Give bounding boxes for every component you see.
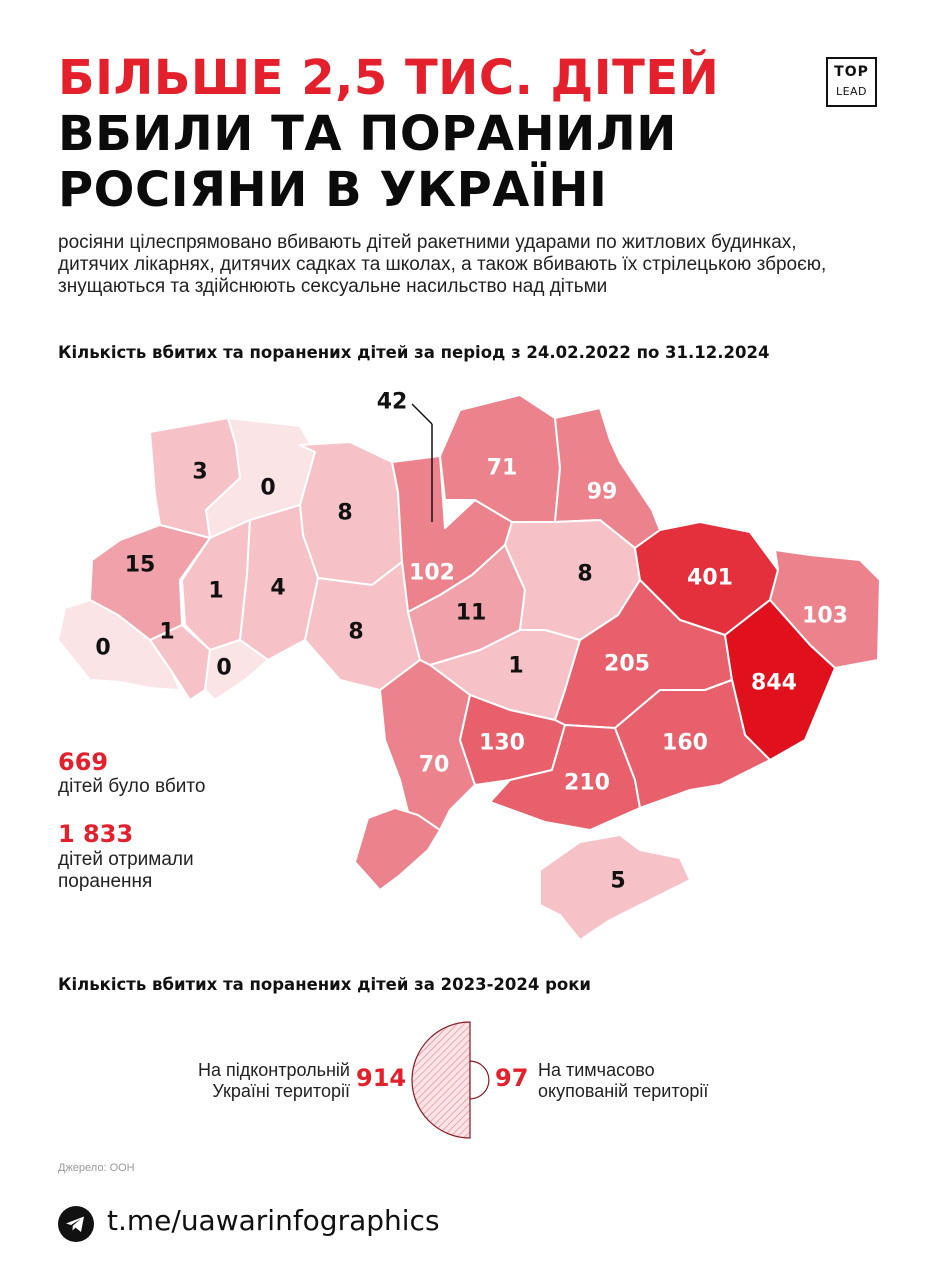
period-subtitle: Кількість вбитих та поранених дітей за 2023-2024 роки — [58, 975, 591, 994]
region-value-lviv: 15 — [124, 552, 156, 578]
region-odesa-south[interactable] — [355, 808, 440, 890]
map-subtitle: Кількість вбитих та поранених дітей за період з 24.02.2022 по 31.12.2024 — [58, 343, 770, 362]
region-value-ivano-frankivsk: 1 — [159, 619, 175, 645]
injured-label-2: поранення — [58, 871, 153, 892]
headline-line-3: РОСІЯНИ В УКРАЇНІ — [58, 162, 608, 218]
region-value-chernihiv: 71 — [486, 455, 518, 481]
region-value-kirovohrad: 1 — [508, 653, 524, 679]
region-value-vinnytsia: 8 — [348, 619, 364, 645]
controlled-territory-label — [120, 1060, 350, 1102]
controlled-territory-value: 914 — [356, 1064, 407, 1092]
region-value-zhytomyr: 8 — [337, 500, 353, 526]
injured-label-1: дітей отримали — [58, 849, 194, 870]
region-value-kyiv-city: 42 — [376, 389, 408, 415]
region-value-kharkiv: 401 — [687, 565, 733, 591]
logo-top-text: TOP — [834, 64, 869, 80]
region-value-luhansk: 103 — [802, 603, 848, 629]
occupied-territory-value: 97 — [495, 1064, 529, 1092]
controlled-label-line-2: Україні території — [212, 1081, 350, 1101]
headline-line-2: ВБИЛИ ТА ПОРАНИЛИ — [58, 106, 677, 162]
source-note: Джерело: ООН — [58, 1162, 135, 1174]
region-value-zakarpattia: 0 — [95, 635, 111, 661]
region-value-volyn: 3 — [192, 459, 208, 485]
region-value-khmelnytskyi: 4 — [270, 575, 286, 601]
injured-count: 1 833 — [58, 820, 134, 848]
region-value-mykolaiv: 130 — [479, 730, 525, 756]
region-value-crimea: 5 — [610, 868, 626, 894]
occupied-territory-label — [538, 1060, 788, 1102]
region-value-odesa: 70 — [418, 752, 450, 778]
region-value-kherson: 210 — [564, 770, 610, 796]
occupied-label-line-1: На тимчасово — [538, 1060, 655, 1080]
region-value-donetsk: 844 — [751, 670, 797, 696]
controlled-label-line-1: На підконтрольній — [197, 1060, 350, 1080]
kyiv-city-leader-line — [412, 404, 432, 424]
region-value-zaporizhzhia: 160 — [662, 730, 708, 756]
region-value-chernivtsi: 0 — [216, 655, 232, 681]
headline-line-1: БІЛЬШЕ 2,5 ТИС. ДІТЕЙ — [58, 50, 720, 106]
region-value-kyiv-oblast: 102 — [409, 560, 455, 586]
killed-count: 669 — [58, 748, 109, 776]
occupied-label-line-2: окупованій території — [538, 1081, 709, 1101]
headline — [58, 50, 719, 218]
telegram-channel-link[interactable]: t.me/uawarinfographics — [107, 1204, 440, 1237]
region-value-sumy: 99 — [586, 479, 618, 505]
region-value-cherkasy: 11 — [455, 600, 487, 626]
telegram-icon[interactable] — [58, 1206, 94, 1242]
region-value-dnipropetrovsk: 205 — [604, 651, 650, 677]
region-value-ternopil: 1 — [208, 578, 224, 604]
region-value-poltava: 8 — [577, 561, 593, 587]
logo-bottom-text: LEAD — [835, 85, 868, 98]
intro-text: росіяни цілеспрямовано вбивають дітей ракетними ударами по житлових будинках, дитячих лікарнях, дитячих садках та школах, а також вбивають їх стрілецькою зброєю, знущаються та здійснюють сексуальне насильство над дітьми — [58, 232, 827, 297]
region-value-rivne: 0 — [260, 475, 276, 501]
controlled-half-circle — [412, 1022, 470, 1138]
top-lead-logo — [826, 57, 877, 107]
occupied-half-circle — [470, 1061, 489, 1099]
killed-label: дітей було вбито — [58, 776, 206, 797]
